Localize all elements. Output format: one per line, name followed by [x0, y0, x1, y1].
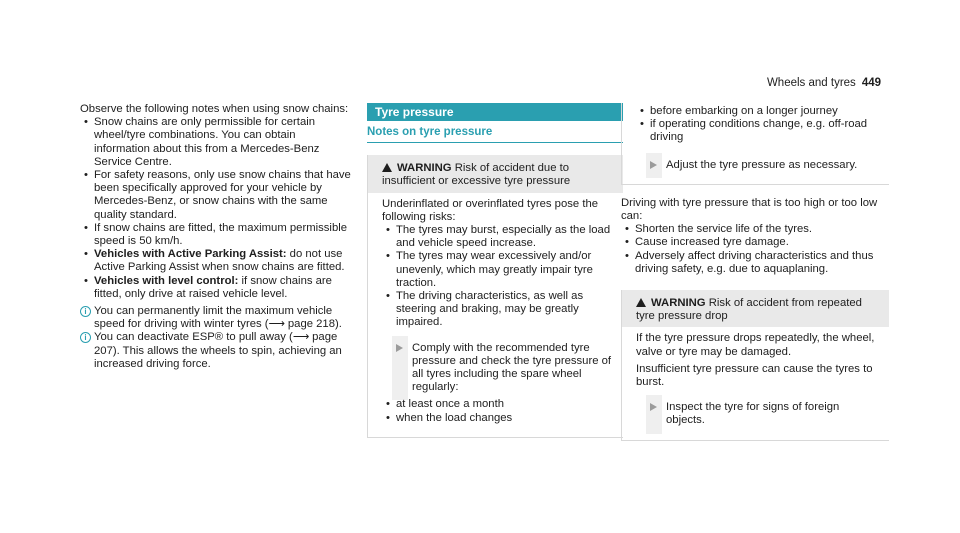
- warning-label: WARNING: [651, 297, 706, 310]
- list-item-bold: Vehicles with level control:: [94, 274, 239, 287]
- risk-list: [382, 224, 615, 330]
- section-heading: Tyre pressure: [367, 103, 623, 121]
- list-item: • For safety reasons, only use snow chains that have been specifically approved for your vehicle by Mercedes-Benz, or snow chains with the same quality standard.: [80, 169, 352, 222]
- list-item: • at least once a month: [382, 398, 615, 411]
- info-note: [80, 331, 352, 371]
- action-text: Adjust the tyre pressure as necessary.: [666, 158, 858, 171]
- check-list: [382, 398, 615, 424]
- warning-paragraph: If the tyre pressure drops repeatedly, the wheel, valve or tyre may be damaged.: [636, 332, 875, 358]
- arrow-right-icon: [396, 344, 403, 352]
- list-item: • The tyres may wear excessively and/or unevenly, which may greatly impair tyre traction.: [382, 250, 615, 290]
- list-item: • Snow chains are only permissible for certain wheel/tyre combinations. You can obtain information about this from a Mercedes-Benz Service Centre.: [80, 116, 352, 169]
- action-text: Comply with the recommended tyre pressure and check the tyre pressure of all tyres including the spare wheel regularly:: [412, 341, 612, 394]
- check-list: [636, 105, 881, 145]
- warning-paragraph: Insufficient tyre pressure can cause the tyres to burst.: [636, 362, 873, 389]
- list-item: • If snow chains are fitted, the maximum permissible speed is 50 km/h.: [80, 222, 352, 248]
- action-step: [636, 401, 881, 427]
- note-text: You can deactivate ESP® to pull away (⟶ page 207). This allows the wheels to spin, achieving an increased driving force.: [94, 331, 342, 370]
- page-header: [767, 77, 881, 90]
- warning-icon: [382, 163, 392, 172]
- column-tyre-pressure: [367, 103, 623, 438]
- warning-box: [367, 155, 623, 438]
- arrow-right-icon: [650, 403, 657, 411]
- column-snow-chains: [80, 103, 352, 371]
- list-item: • when the load changes: [382, 412, 615, 425]
- page-number: 449: [861, 77, 881, 89]
- warning-box: [621, 290, 889, 441]
- warning-body: [622, 327, 889, 439]
- warning-text: Risk of accident from repeated tyre pressure drop: [636, 297, 862, 323]
- warning-label: WARNING: [397, 162, 452, 175]
- action-step: [382, 342, 615, 395]
- info-icon: i: [80, 332, 91, 343]
- action-gutter: [646, 395, 662, 433]
- paragraph: Driving with tyre pressure that is too high or too low can:: [621, 196, 878, 223]
- warning-header: [368, 155, 623, 192]
- intro-text: Observe the following notes when using snow chains:: [80, 103, 349, 115]
- warning-icon: [636, 298, 646, 307]
- list-item: • The tyres may burst, especially as the load and vehicle speed increase.: [382, 224, 615, 250]
- warning-text: Risk of accident due to insufficient or excessive tyre pressure: [382, 162, 571, 188]
- section-title: Wheels and tyres: [766, 77, 856, 89]
- column-tyre-pressure-continued: [621, 103, 888, 441]
- list-item-text: if snow chains are fitted, only drive at raised vehicle level.: [94, 274, 332, 300]
- warning-header: [622, 290, 889, 327]
- info-note: [80, 305, 352, 331]
- action-step: [636, 159, 881, 172]
- list-item: • if operating conditions change, e.g. off-road driving: [636, 118, 881, 144]
- warning-body: [368, 193, 623, 437]
- list-item: • Adversely affect driving characteristics and thus driving safety, e.g. due to aquaplaning.: [621, 250, 888, 276]
- list-item-bold: Vehicles with Active Parking Assist:: [94, 248, 287, 261]
- info-icon: i: [80, 306, 91, 317]
- note-text: You can permanently limit the maximum vehicle speed for driving with winter tyres (⟶ page 218).: [94, 305, 342, 331]
- list-item: [80, 275, 352, 301]
- action-text: Inspect the tyre for signs of foreign objects.: [666, 401, 840, 427]
- list-item: • The driving characteristics, as well as steering and braking, may be greatly impaired.: [382, 290, 615, 330]
- snow-chain-list: [80, 116, 352, 301]
- warning-paragraph: Underinflated or overinflated tyres pose the following risks:: [382, 197, 599, 223]
- effects-list: [621, 223, 888, 276]
- list-item: • Shorten the service life of the tyres.: [621, 223, 888, 236]
- list-item: [80, 248, 352, 274]
- list-item: • before embarking on a longer journey: [636, 105, 881, 118]
- list-item-text: do not use Active Parking Assist when snow chains are fitted.: [94, 248, 345, 274]
- continued-box: [621, 103, 889, 185]
- arrow-right-icon: [650, 161, 657, 169]
- list-item: • Cause increased tyre damage.: [621, 236, 888, 249]
- sub-heading: Notes on tyre pressure: [367, 126, 623, 143]
